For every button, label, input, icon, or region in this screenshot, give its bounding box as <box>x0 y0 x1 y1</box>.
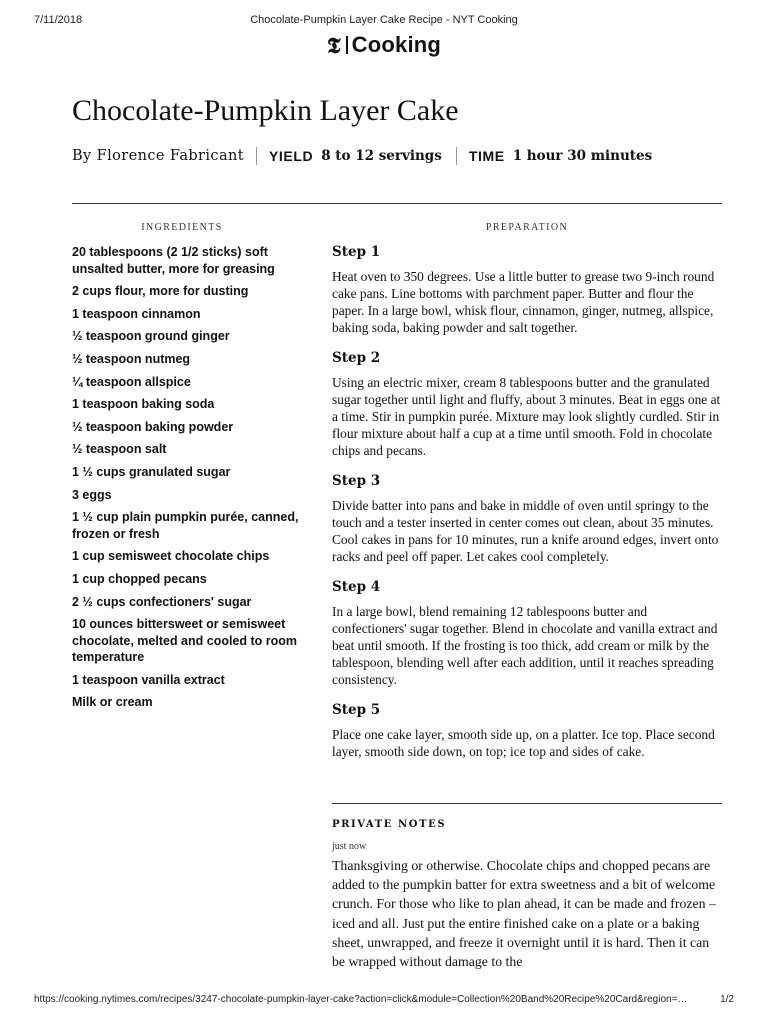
note-timestamp: just now <box>332 841 367 852</box>
step-title: Step 1 <box>332 244 381 260</box>
notes-divider <box>332 803 722 804</box>
ingredient-item: 1 teaspoon vanilla extract <box>72 672 225 687</box>
preparation-heading: PREPARATION <box>485 222 569 233</box>
step-text: Heat oven to 350 degrees. Use a little butter to grease two 9-inch round cake pans. Line bottoms with parchment paper. Butter and flour the paper. In a large bowl, whisk flour, cinnamon, ginger, nutmeg, allspice, baking soda, baking powder and salt together. <box>332 269 715 335</box>
yield-label: YIELD <box>268 148 314 164</box>
ingredient-item: 2 cups flour, more for dusting <box>72 284 249 299</box>
step-text: Place one cake layer, smooth side up, on a platter. Ice top. Place second layer, smooth side down, on top; ice top and sides of cake. <box>332 727 715 759</box>
brand-name: Cooking <box>351 32 442 57</box>
ingredient-item: ½ teaspoon ground ginger <box>72 329 230 344</box>
ingredient-item: 1 teaspoon cinnamon <box>72 306 201 321</box>
section-divider <box>72 203 722 204</box>
print-date: 7/11/2018 <box>34 14 83 26</box>
step-text: In a large bowl, blend remaining 12 tablespoons butter and confectioners' sugar together. Blend in chocolate and vanilla extract and beat until smooth. If the frosting is too thick, add cream or milk by the tablespoon, blending well after each addition, until it reaches spreading consistency. <box>332 604 718 687</box>
logo-divider <box>346 36 348 54</box>
ingredient-item: 2 ½ cups confectioners' sugar <box>72 594 252 609</box>
step-title: Step 4 <box>332 579 381 595</box>
step-block <box>332 579 722 688</box>
ingredient-item: ½ teaspoon nutmeg <box>72 351 191 366</box>
step-block <box>332 244 722 336</box>
step-block <box>332 473 722 565</box>
ingredient-item: 1 ½ cups granulated sugar <box>72 464 231 479</box>
ingredient-item: 3 eggs <box>72 487 112 502</box>
ingredient-item: 10 ounces bittersweet or semisweet chocolate, melted and cooled to room temperature <box>72 617 298 665</box>
ingredients-list <box>72 244 304 717</box>
page-number: 1/2 <box>720 994 734 1005</box>
recipe-title: Chocolate-Pumpkin Layer Cake <box>72 94 459 127</box>
meta-divider <box>256 147 257 165</box>
nyt-t-logo-icon: 𝕿 <box>326 33 341 59</box>
ingredient-item: Milk or cream <box>72 695 153 710</box>
time-value: 1 hour 30 minutes <box>512 148 653 164</box>
step-title: Step 5 <box>332 702 381 718</box>
print-page-title: Chocolate-Pumpkin Layer Cake Recipe - NYT Cooking <box>250 14 518 26</box>
step-title: Step 3 <box>332 473 381 489</box>
step-text: Using an electric mixer, cream 8 tablespoons butter and the granulated sugar together until light and fluffy, about 3 minutes. Beat in eggs one at a time. Stir in pumpkin purée. Mixture may look slightly curdled. Stir in flour mixture about half a cup at a time until smooth. Fold in chocolate chips and pecans. <box>332 375 721 458</box>
meta-divider <box>456 147 457 165</box>
ingredient-item: 1 teaspoon baking soda <box>72 397 215 412</box>
time-label: TIME <box>468 148 505 164</box>
step-text: Divide batter into pans and bake in middle of oven until springy to the touch and a tester inserted in center comes out clean, about 35 minutes. Cool cakes in pans for 10 minutes, run a knife around edges, invert onto racks and peel off paper. Let cakes cool completely. <box>332 498 719 564</box>
preparation-steps <box>332 244 722 774</box>
private-note-text: Thanksgiving or otherwise. Chocolate chips and chopped pecans are added to the pumpkin batter for extra sweetness and a bit of welcome crunch. For those who like to plan ahead, it can be made and frozen – iced and all. Just put the entire finished cake on a plate or a baking sheet, unwrapped, and freeze it overnight until it is hard. Then it can be wrapped without damage to the <box>332 858 716 970</box>
nyt-cooking-logo[interactable] <box>0 32 768 58</box>
ingredient-item: 20 tablespoons (2 1/2 sticks) soft unsalted butter, more for greasing <box>72 245 275 276</box>
ingredient-item: ½ teaspoon salt <box>72 442 167 457</box>
ingredient-item: 1 cup chopped pecans <box>72 571 207 586</box>
step-title: Step 2 <box>332 350 381 366</box>
ingredient-item: 1 ½ cup plain pumpkin purée, canned, frozen or fresh <box>72 510 299 541</box>
yield-value: 8 to 12 servings <box>321 148 442 164</box>
recipe-meta <box>72 144 722 168</box>
step-block <box>332 350 722 459</box>
page-url: https://cooking.nytimes.com/recipes/3247-chocolate-pumpkin-layer-cake?action=click&module=Collection%20Band%20Recipe%20Card&region=… <box>34 994 688 1005</box>
ingredients-heading: INGREDIENTS <box>141 222 223 233</box>
ingredient-item: ¼ teaspoon allspice <box>72 374 191 389</box>
recipe-author[interactable]: By Florence Fabricant <box>72 148 244 164</box>
private-notes-heading: PRIVATE NOTES <box>332 819 447 830</box>
ingredient-item: ½ teaspoon baking powder <box>72 419 234 434</box>
ingredient-item: 1 cup semisweet chocolate chips <box>72 549 270 564</box>
step-block <box>332 702 722 760</box>
